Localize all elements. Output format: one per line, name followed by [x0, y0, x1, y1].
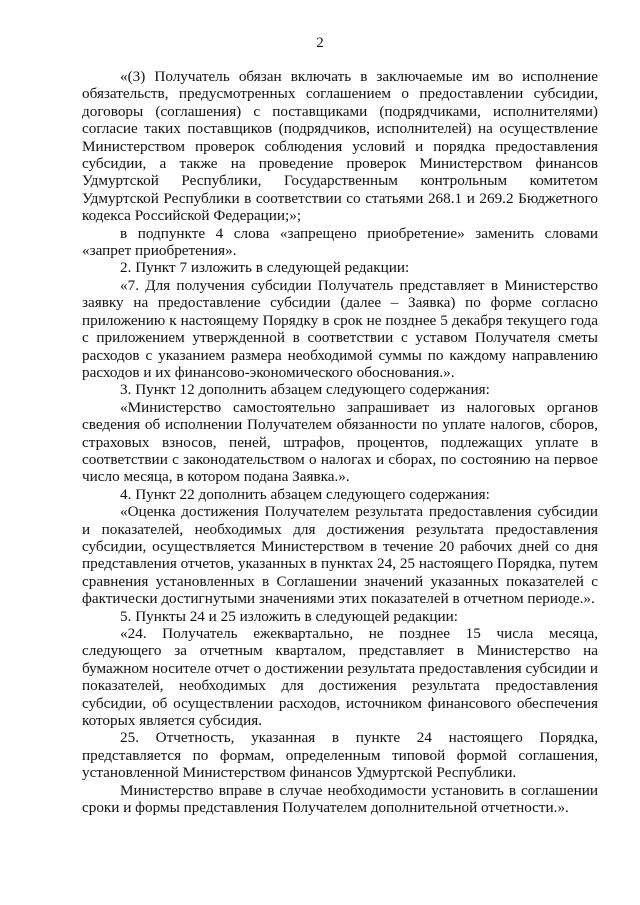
- paragraph-item-4-heading: 4. Пункт 22 дополнить абзацем следующего содержания:: [120, 485, 490, 503]
- paragraph-subclause-4: в подпункте 4 слова «запрещено приобретение» заменить словами «запрет приобретения».: [82, 224, 598, 260]
- paragraph-tax-request: «Министерство самостоятельно запрашивает из налоговых органов сведения об исполнении Получателем обязанности по уплате налогов, сборов, страховых взносов, пеней, штрафов, процентов, подлежащих уплате в соответствии с законодательством о налогах и сборах, по состоянию на первое число месяца, в котором подана Заявка.».: [82, 398, 598, 486]
- paragraph-point-7: «7. Для получения субсидии Получатель представляет в Министерство заявку на предоставление субсидии (далее – Заявка) по форме согласно приложению к настоящему Порядку в срок не позднее 5 декабря текущего года с приложением утвержденной в соответствии с уставом Получателя сметы расходов с указанием размера необходимой суммы по каждому направлению расходов и их финансово-экономического обоснования.».: [82, 276, 598, 381]
- paragraph-item-5-heading: 5. Пункты 24 и 25 изложить в следующей редакции:: [120, 607, 458, 625]
- paragraph-additional-reporting: Министерство вправе в случае необходимости установить в соглашении сроки и формы представления Получателем дополнительной отчетности.».: [82, 781, 598, 817]
- paragraph-item-2-heading: 2. Пункт 7 изложить в следующей редакции:: [120, 259, 410, 277]
- paragraph-point-24: «24. Получатель ежеквартально, не позднее 15 числа месяца, следующего за отчетным кварталом, представляет в Министерство на бумажном носителе отчет о достижении результата предоставления субсидии и показателей, необходимых для достижения результата предоставления субсидии, об осуществлении расходов, источником финансового обеспечения которых является субсидия.: [82, 625, 598, 730]
- paragraph-subsidy-obligations: «(3) Получатель обязан включать в заключаемые им во исполнение обязательств, предусмотренных соглашением о предоставлении субсидии, договоры (соглашения) с поставщиками (подрядчиками, исполнителями) согласие таких поставщиков (подрядчиков, исполнителей) на осуществление Министерством проверок соблюдения условий и порядка предоставления субсидии, а также на проведение проверок Министерством финансов Удмуртской Республики, Государственным контрольным комитетом Удмуртской Республики в соответствии со статьями 268.1 и 269.2 Бюджетного кодекса Российской Федерации;»;: [82, 68, 598, 225]
- page-number: 2: [316, 35, 324, 51]
- paragraph-point-25: 25. Отчетность, указанная в пункте 24 настоящего Порядка, представляется по формам, определенным типовой формой соглашения, установленной Министерством финансов Удмуртской Республики.: [82, 729, 598, 782]
- document-body: [82, 68, 598, 816]
- paragraph-item-3-heading: 3. Пункт 12 дополнить абзацем следующего содержания:: [120, 381, 490, 399]
- paragraph-assessment: «Оценка достижения Получателем результата предоставления субсидии и показателей, необходимых для достижения результата предоставления субсидии, осуществляется Министерством в течение 20 рабочих дней со дня представления отчетов, указанных в пунктах 24, 25 настоящего Порядка, путем сравнения установленных в Соглашении значений указанных показателей с фактически достигнутыми значениями этих показателей в отчетном периоде.».: [82, 503, 598, 608]
